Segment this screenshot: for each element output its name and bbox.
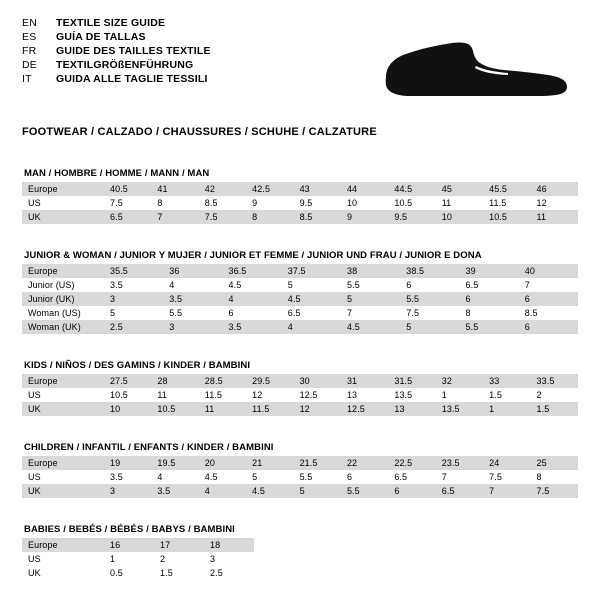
- language-code: IT: [22, 73, 32, 85]
- cell: 27.5: [104, 374, 151, 388]
- cell: 2.5: [204, 566, 254, 580]
- cell: 44.5: [388, 182, 435, 196]
- cell: 33.5: [531, 374, 578, 388]
- cell: 7: [436, 470, 483, 484]
- cell: 37.5: [282, 264, 341, 278]
- cell: 10: [104, 402, 151, 416]
- size-table-children: [22, 456, 578, 498]
- cell: 6.5: [460, 278, 519, 292]
- cell: 6.5: [436, 484, 483, 498]
- table-row: [22, 470, 578, 484]
- cell: 24: [483, 456, 530, 470]
- size-group-children: [22, 442, 578, 498]
- row-label: Europe: [22, 374, 104, 388]
- table-row: [22, 566, 254, 580]
- cell: 5.5: [341, 278, 400, 292]
- table-row: [22, 456, 578, 470]
- cell: 7.5: [400, 306, 459, 320]
- cell: 8: [246, 210, 293, 224]
- size-group-kids: [22, 360, 578, 416]
- cell: 22.5: [388, 456, 435, 470]
- cell: 11.5: [246, 402, 293, 416]
- cell: 36.5: [223, 264, 282, 278]
- cell: 6: [519, 320, 578, 334]
- cell: 31.5: [388, 374, 435, 388]
- cell: 6: [223, 306, 282, 320]
- group-title: JUNIOR & WOMAN / JUNIOR Y MUJER / JUNIOR ET FEMME / JUNIOR UND FRAU / JUNIOR E DONA: [24, 250, 482, 261]
- cell: 1.5: [154, 566, 204, 580]
- language-title: TEXTILGRÖßENFÜHRUNG: [56, 59, 194, 71]
- cell: 46: [531, 182, 578, 196]
- cell: 6: [519, 292, 578, 306]
- cell: 10.5: [104, 388, 151, 402]
- cell: 6.5: [282, 306, 341, 320]
- cell: 2.5: [104, 320, 163, 334]
- cell: 5.5: [460, 320, 519, 334]
- cell: 19.5: [151, 456, 198, 470]
- cell: 4.5: [282, 292, 341, 306]
- cell: 38.5: [400, 264, 459, 278]
- cell: 38: [341, 264, 400, 278]
- row-label: Junior (US): [22, 278, 104, 292]
- cell: 9.5: [388, 210, 435, 224]
- cell: 3: [204, 552, 254, 566]
- cell: 7: [151, 210, 198, 224]
- language-title: TEXTILE SIZE GUIDE: [56, 17, 166, 29]
- cell: 4: [223, 292, 282, 306]
- cell: 7.5: [531, 484, 578, 498]
- cell: 5: [282, 278, 341, 292]
- cell: 1: [436, 388, 483, 402]
- cell: 4: [151, 470, 198, 484]
- cell: 13.5: [436, 402, 483, 416]
- cell: 10: [341, 196, 388, 210]
- row-label: Europe: [22, 456, 104, 470]
- cell: 3.5: [223, 320, 282, 334]
- table-row: [22, 552, 254, 566]
- cell: 3.5: [163, 292, 222, 306]
- row-label: Europe: [22, 264, 104, 278]
- cell: 5.5: [341, 484, 388, 498]
- cell: 22: [341, 456, 388, 470]
- cell: 5: [104, 306, 163, 320]
- cell: 20: [199, 456, 246, 470]
- language-title: GUIDE DES TAILLES TEXTILE: [56, 45, 211, 57]
- cell: 8.5: [199, 196, 246, 210]
- size-group-man: [22, 168, 578, 224]
- cell: 12.5: [294, 388, 341, 402]
- table-row: [22, 388, 578, 402]
- size-group-junior-woman: [22, 250, 578, 334]
- group-title: MAN / HOMBRE / HOMME / MANN / MAN: [24, 168, 210, 179]
- cell: 4: [199, 484, 246, 498]
- cell: 44: [341, 182, 388, 196]
- cell: 7: [519, 278, 578, 292]
- cell: 3: [104, 292, 163, 306]
- dress-shoe-icon: [380, 36, 570, 102]
- table-row: [22, 182, 578, 196]
- cell: 8.5: [519, 306, 578, 320]
- cell: 21.5: [294, 456, 341, 470]
- cell: 7: [483, 484, 530, 498]
- cell: 3.5: [104, 278, 163, 292]
- size-table-junior-woman: [22, 264, 578, 334]
- cell: 12: [531, 196, 578, 210]
- row-label: Europe: [22, 538, 104, 552]
- cell: 6.5: [104, 210, 151, 224]
- table-row: [22, 278, 578, 292]
- language-title: GUÍA DE TALLAS: [56, 31, 146, 43]
- language-title-table: [22, 18, 211, 88]
- cell: 9: [246, 196, 293, 210]
- cell: 1: [104, 552, 154, 566]
- cell: 10.5: [388, 196, 435, 210]
- cell: 2: [531, 388, 578, 402]
- cell: 6: [400, 278, 459, 292]
- cell: 11: [199, 402, 246, 416]
- table-row: [22, 210, 578, 224]
- size-group-babies: [22, 524, 578, 580]
- cell: 10: [436, 210, 483, 224]
- cell: 12: [246, 388, 293, 402]
- cell: 1.5: [531, 402, 578, 416]
- table-row: [22, 196, 578, 210]
- cell: 28: [151, 374, 198, 388]
- cell: 42.5: [246, 182, 293, 196]
- row-label: UK: [22, 402, 104, 416]
- cell: 12.5: [341, 402, 388, 416]
- cell: 43: [294, 182, 341, 196]
- language-code: DE: [22, 59, 37, 71]
- cell: 5.5: [294, 470, 341, 484]
- cell: 3.5: [104, 470, 151, 484]
- category-title: FOOTWEAR / CALZADO / CHAUSSURES / SCHUHE / CALZATURE: [22, 126, 377, 138]
- language-row: [22, 18, 211, 32]
- cell: 4: [282, 320, 341, 334]
- group-title: CHILDREN / INFANTIL / ENFANTS / KINDER / BAMBINI: [24, 442, 274, 453]
- cell: 42: [199, 182, 246, 196]
- cell: 1.5: [483, 388, 530, 402]
- cell: 45.5: [483, 182, 530, 196]
- row-label: US: [22, 552, 104, 566]
- cell: 4: [163, 278, 222, 292]
- cell: 40.5: [104, 182, 151, 196]
- row-label: UK: [22, 484, 104, 498]
- table-row: [22, 538, 254, 552]
- cell: 35.5: [104, 264, 163, 278]
- table-row: [22, 402, 578, 416]
- row-label: US: [22, 388, 104, 402]
- cell: 3: [163, 320, 222, 334]
- row-label: Woman (US): [22, 306, 104, 320]
- row-label: Junior (UK): [22, 292, 104, 306]
- row-label: Europe: [22, 182, 104, 196]
- cell: 7.5: [104, 196, 151, 210]
- cell: 11: [531, 210, 578, 224]
- cell: 5: [400, 320, 459, 334]
- cell: 10.5: [483, 210, 530, 224]
- group-title: BABIES / BEBÉS / BÉBÉS / BABYS / BAMBINI: [24, 524, 235, 535]
- footer-spacer: [22, 580, 578, 590]
- cell: 33: [483, 374, 530, 388]
- cell: 29.5: [246, 374, 293, 388]
- cell: 31: [341, 374, 388, 388]
- row-label: US: [22, 196, 104, 210]
- cell: 12: [294, 402, 341, 416]
- cell: 8: [460, 306, 519, 320]
- cell: 5.5: [163, 306, 222, 320]
- cell: 11.5: [199, 388, 246, 402]
- size-table-man: [22, 182, 578, 224]
- table-row: [22, 374, 578, 388]
- cell: 39: [460, 264, 519, 278]
- cell: 36: [163, 264, 222, 278]
- cell: 4.5: [223, 278, 282, 292]
- cell: 1: [483, 402, 530, 416]
- cell: 7.5: [199, 210, 246, 224]
- cell: 9.5: [294, 196, 341, 210]
- cell: 11.5: [483, 196, 530, 210]
- table-row: [22, 264, 578, 278]
- document-header: [22, 18, 578, 110]
- cell: 4.5: [246, 484, 293, 498]
- cell: 11: [436, 196, 483, 210]
- language-row: [22, 60, 211, 74]
- cell: 21: [246, 456, 293, 470]
- cell: 6: [341, 470, 388, 484]
- language-rows: [22, 18, 211, 88]
- cell: 2: [154, 552, 204, 566]
- cell: 6: [460, 292, 519, 306]
- language-row: [22, 46, 211, 60]
- cell: 3.5: [151, 484, 198, 498]
- cell: 25: [531, 456, 578, 470]
- cell: 32: [436, 374, 483, 388]
- size-table-babies: [22, 538, 254, 580]
- row-label: US: [22, 470, 104, 484]
- language-row: [22, 32, 211, 46]
- language-title: GUIDA ALLE TAGLIE TESSILI: [56, 73, 208, 85]
- cell: 8: [531, 470, 578, 484]
- cell: 7.5: [483, 470, 530, 484]
- cell: 4.5: [199, 470, 246, 484]
- row-label: Woman (UK): [22, 320, 104, 334]
- row-label: UK: [22, 566, 104, 580]
- row-label: UK: [22, 210, 104, 224]
- table-row: [22, 484, 578, 498]
- cell: 0.5: [104, 566, 154, 580]
- cell: 10.5: [151, 402, 198, 416]
- cell: 16: [104, 538, 154, 552]
- size-table-kids: [22, 374, 578, 416]
- language-code: EN: [22, 17, 37, 29]
- cell: 28.5: [199, 374, 246, 388]
- table-row: [22, 306, 578, 320]
- cell: 23.5: [436, 456, 483, 470]
- cell: 5.5: [400, 292, 459, 306]
- cell: 13: [341, 388, 388, 402]
- cell: 8: [151, 196, 198, 210]
- cell: 41: [151, 182, 198, 196]
- cell: 4.5: [341, 320, 400, 334]
- cell: 5: [294, 484, 341, 498]
- cell: 30: [294, 374, 341, 388]
- cell: 45: [436, 182, 483, 196]
- cell: 13: [388, 402, 435, 416]
- cell: 5: [246, 470, 293, 484]
- cell: 11: [151, 388, 198, 402]
- cell: 6: [388, 484, 435, 498]
- cell: 6.5: [388, 470, 435, 484]
- table-row: [22, 320, 578, 334]
- cell: 13.5: [388, 388, 435, 402]
- cell: 3: [104, 484, 151, 498]
- cell: 17: [154, 538, 204, 552]
- cell: 40: [519, 264, 578, 278]
- table-row: [22, 292, 578, 306]
- cell: 18: [204, 538, 254, 552]
- cell: 9: [341, 210, 388, 224]
- cell: 8.5: [294, 210, 341, 224]
- language-code: ES: [22, 31, 37, 43]
- group-title: KIDS / NIÑOS / DES GAMINS / KINDER / BAMBINI: [24, 360, 251, 371]
- cell: 7: [341, 306, 400, 320]
- language-row: [22, 74, 211, 88]
- cell: 5: [341, 292, 400, 306]
- language-code: FR: [22, 45, 37, 57]
- cell: 19: [104, 456, 151, 470]
